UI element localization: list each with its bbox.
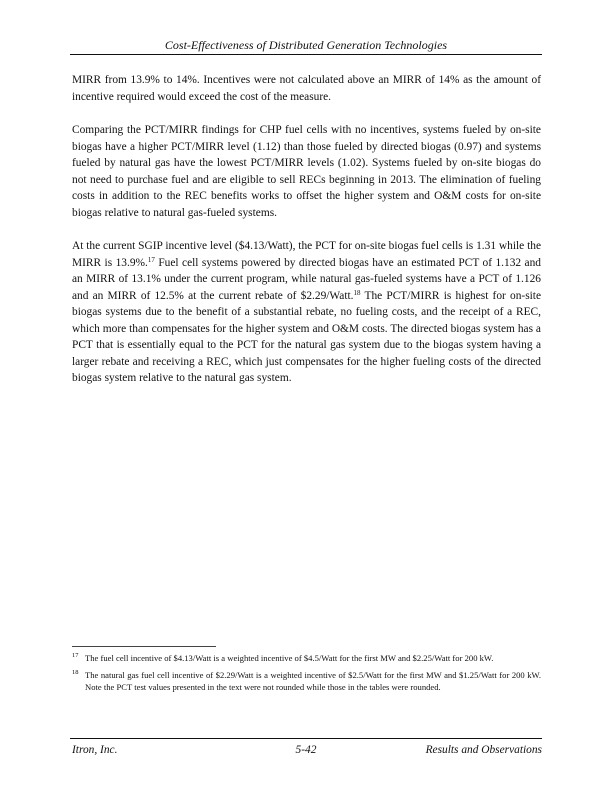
header-divider — [70, 54, 542, 55]
paragraph-3-part-2: Fuel cell systems powered by directed biogas have an estimated PCT of 1.132 and an MIRR of 13.1% under the current program, while natural gas-fueled systems have a PCT of 1.126 and an MIRR of 12.5% at the current rebate of $2.29/Watt. — [72, 256, 541, 302]
footnote-17 — [72, 652, 541, 664]
footnote-number: 17 — [72, 652, 79, 659]
footnote-text: The natural gas fuel cell incentive of $2.29/Watt is a weighted incentive of $2.5/Watt for the first MW and $1.25/Watt for 200 kW. Note the PCT test values presented in the text were not rounded while those in the tables were rounded. — [85, 670, 541, 692]
paragraph-1: MIRR from 13.9% to 14%. Incentives were not calculated above an MIRR of 14% as the amount of incentive required would exceed the cost of the measure. — [72, 74, 541, 103]
page-number: 5-42 — [295, 744, 317, 756]
footnote-number: 18 — [72, 669, 79, 676]
running-header: Cost-Effectiveness of Distributed Generation Technologies — [164, 38, 448, 52]
paragraph-2: Comparing the PCT/MIRR findings for CHP fuel cells with no incentives, systems fueled by on-site biogas have a higher PCT/MIRR level (1.12) than those fueled by directed biogas (0.97) and systems fueled by natural gas have the lowest PCT/MIRR levels (1.02). Systems fueled by on-site biogas do not need to purchase fuel and are eligible to sell RECs beginning in 2013. The elimination of fueling costs in addition to the REC benefits works to offset the higher system and O&M costs for on-site biogas relative to natural gas-fueled systems. — [72, 124, 541, 219]
body-text — [72, 72, 541, 404]
running-footer — [70, 744, 542, 758]
footer-divider — [70, 738, 542, 739]
footer-section: Results and Observations — [425, 744, 542, 756]
paragraph-3-part-3: The PCT/MIRR is highest for on-site biogas systems due to the benefit of a substantial rebate, no fueling costs, and the receipt of a REC, which more than compensates for the higher system and O&M costs. The directed biogas system has a PCT that is essentially equal to the PCT for the natural gas system due to the biogas system having a larger rebate and receiving a REC, which just compensates for the higher fueling costs of the directed biogas system relative to the natural gas system. — [72, 289, 542, 384]
paragraph-3-part-1: At the current SGIP incentive level ($4.13/Watt), the PCT for on-site biogas fuel cells is 1.31 while the MIRR is 13.9%. — [72, 240, 541, 269]
footnote-divider — [72, 646, 216, 647]
footnotes — [72, 652, 541, 698]
paragraph-3 — [72, 238, 541, 387]
footer-company: Itron, Inc. — [72, 744, 118, 756]
footnote-ref-18[interactable]: 18 — [353, 288, 361, 297]
footnote-18 — [72, 669, 541, 693]
footnote-ref-17[interactable]: 17 — [147, 255, 155, 264]
footnote-text: The fuel cell incentive of $4.13/Watt is a weighted incentive of $4.5/Watt for the first MW and $2.25/Watt for 200 kW. — [85, 653, 494, 663]
